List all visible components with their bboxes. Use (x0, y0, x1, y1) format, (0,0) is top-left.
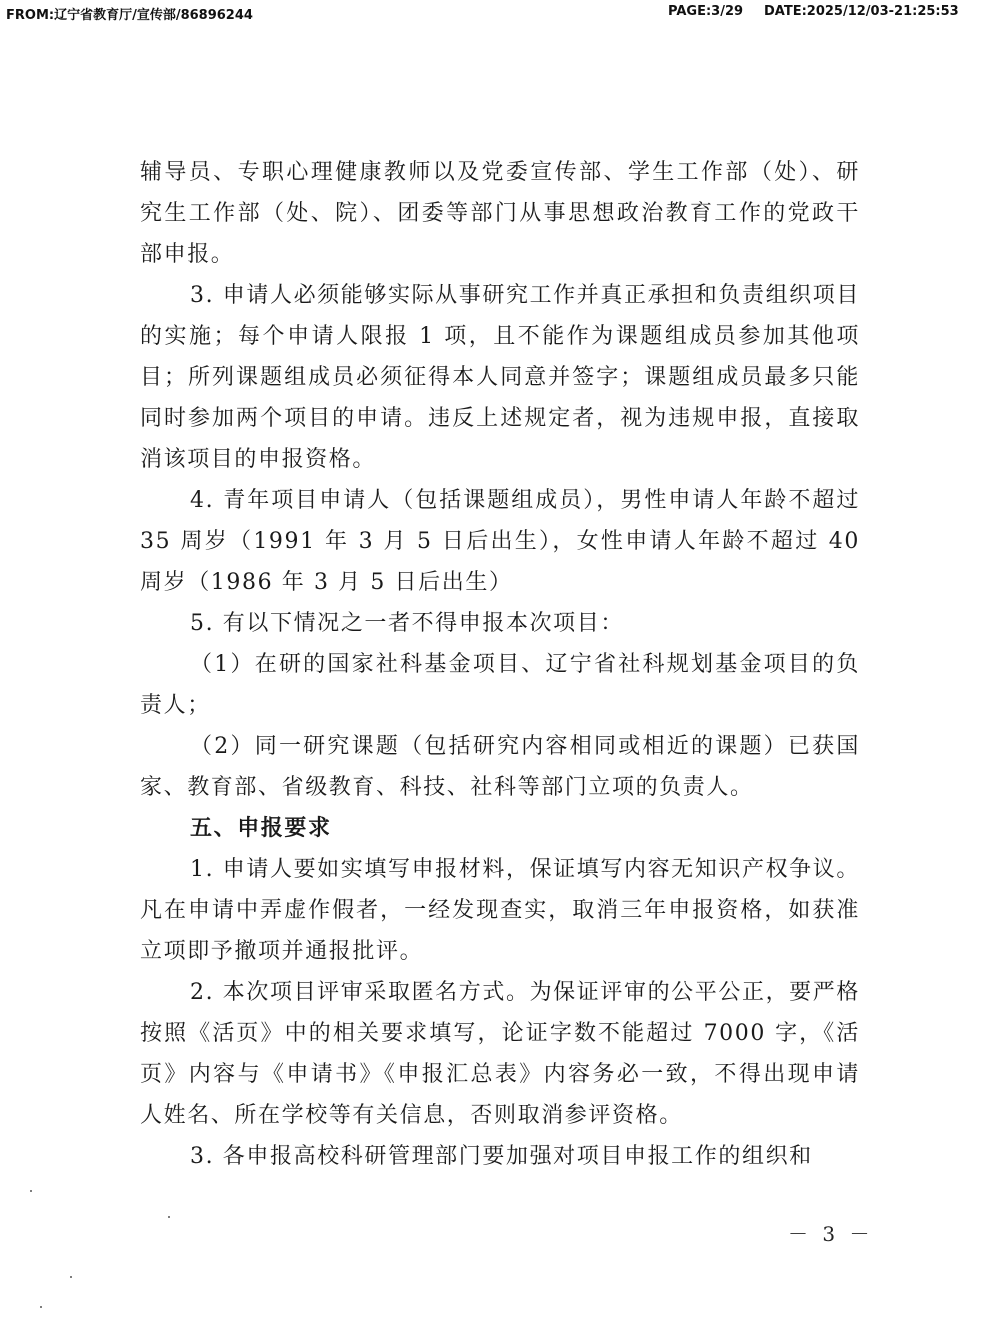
paragraph-requirement-2: 2. 本次项目评审采取匿名方式。为保证评审的公平公正，要严格按照《活页》中的相关要求填写，论证字数不能超过 7000 字，《活页》内容与《申请书》《申报汇总表》内容务必一致，不得出现申请人姓名、所在学校等有关信息，否则取消参评资格。 (140, 980, 860, 1128)
fax-date: DATE:2025/12/03-21:25:53 (764, 4, 959, 19)
paragraph-item-4: 4. 青年项目申请人（包括课题组成员），男性申请人年龄不超过 35 周岁（1991 年 3 月 5 日后出生），女性申请人年龄不超过 40 周岁（1986 年 3 月 5 日后出生） (140, 488, 860, 595)
paragraph-item-3: 3. 申请人必须能够实际从事研究工作并真正承担和负责组织项目的实施；每个申请人限报 1 项，且不能作为课题组成员参加其他项目；所列课题组成员必须征得本人同意并签字；课题组成员最多只能同时参加两个项目的申请。违反上述规定者，视为违规申报，直接取消该项目的申报资格。 (140, 283, 860, 472)
scan-speck (168, 1216, 170, 1218)
fax-from: FROM:辽宁省教育厅/宣传部/86896244 (6, 8, 253, 23)
page-number: － 3 － (788, 1222, 874, 1246)
scan-speck (40, 1306, 42, 1308)
fax-header (0, 0, 1000, 26)
fax-page-counter: PAGE:3/29 (668, 4, 744, 19)
paragraph-subitem-2: （2）同一研究课题（包括研究内容相同或相近的课题）已获国家、教育部、省级教育、科技、社科等部门立项的负责人。 (140, 734, 860, 800)
paragraph-subitem-1: （1）在研的国家社科基金项目、辽宁省社科规划基金项目的负责人； (140, 652, 860, 718)
paragraph-continuation: 辅导员、专职心理健康教师以及党委宣传部、学生工作部（处）、研究生工作部（处、院）、团委等部门从事思想政治教育工作的党政干部申报。 (140, 160, 860, 267)
paragraph-item-5: 5. 有以下情况之一者不得申报本次项目： (190, 611, 624, 636)
paragraph-requirement-1: 1. 申请人要如实填写申报材料，保证填写内容无知识产权争议。凡在申请中弄虚作假者，一经发现查实，取消三年申报资格，如获准立项即予撤项并通报批评。 (140, 857, 860, 964)
section-heading: 五、申报要求 (190, 816, 332, 841)
scan-speck (70, 1276, 72, 1278)
paragraph-requirement-3: 3. 各申报高校科研管理部门要加强对项目申报工作的组织和 (190, 1144, 813, 1169)
scan-speck (30, 1190, 32, 1192)
document-body (140, 152, 860, 1177)
